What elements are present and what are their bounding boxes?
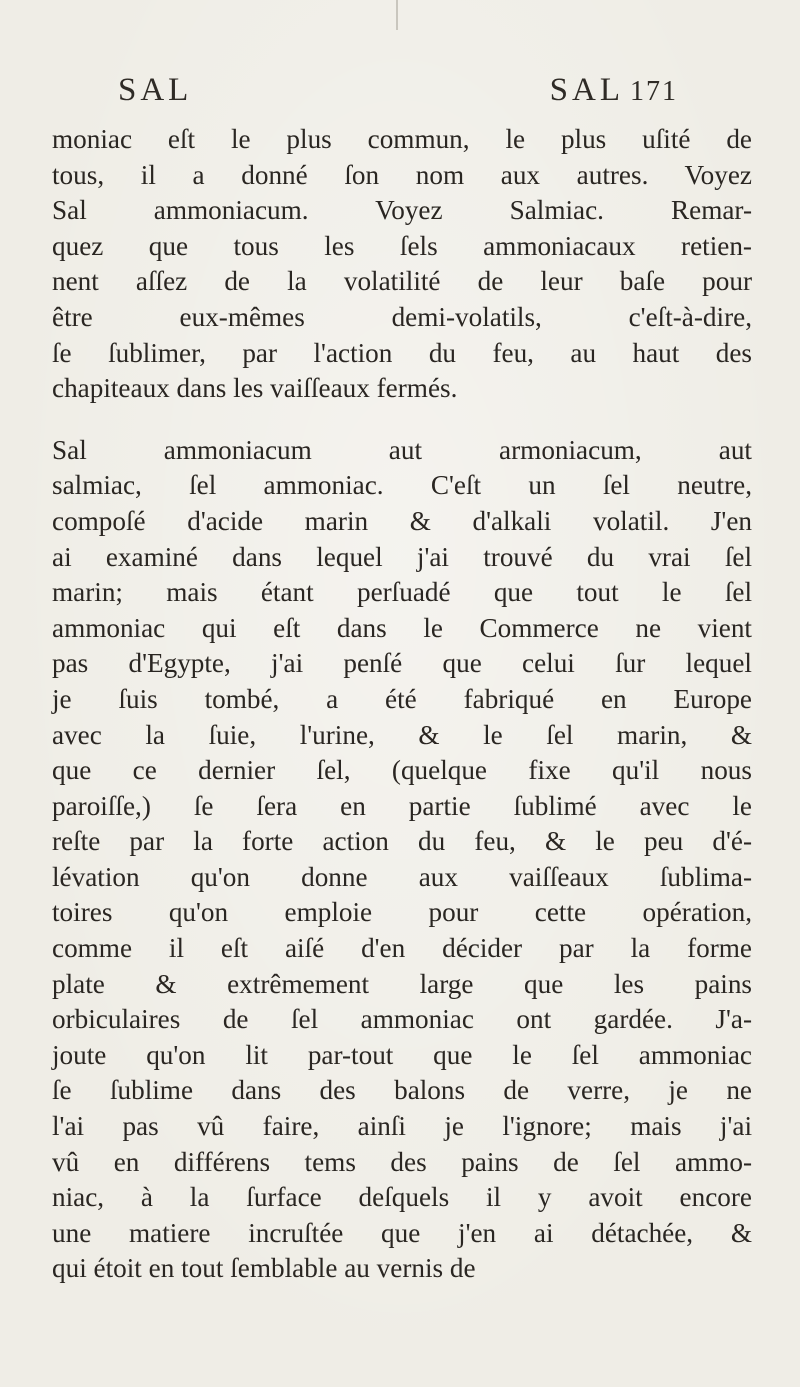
text-line: Sal ammoniacum aut armoniacum, aut xyxy=(52,434,752,465)
text-line: orbiculaires de ſel ammoniac ont gardée. J'a- xyxy=(52,1004,752,1035)
text-line: ammoniac qui eſt dans le Commerce ne vient xyxy=(52,612,752,643)
text-line: paroiſſe,) ſe ſera en partie ſublimé avec le xyxy=(52,790,752,821)
text-line: je ſuis tombé, a été fabriqué en Europe xyxy=(52,683,752,714)
header-right-word: SAL xyxy=(549,72,624,108)
text-line: moniac eſt le plus commun, le plus uſité de xyxy=(52,124,752,154)
text-line: pas d'Egypte, j'ai penſé que celui ſur lequel xyxy=(52,648,752,679)
text-line: toires qu'on emploie pour cette opération, xyxy=(52,897,752,928)
text-line: que ce dernier ſel, (quelque fixe qu'il nous xyxy=(52,755,752,786)
page-number: 171 xyxy=(630,76,678,107)
text-line: compoſé d'acide marin & d'alkali volatil. J'en xyxy=(52,505,752,536)
text-line: comme il eſt aiſé d'en décider par la forme xyxy=(52,933,752,964)
text-line: vû en différens tems des pains de ſel ammo- xyxy=(52,1146,752,1177)
paragraph-gap xyxy=(52,407,752,433)
paragraph-2 xyxy=(52,433,752,1287)
body-text xyxy=(52,122,752,1287)
text-line: reſte par la forte action du feu, & le peu d'é- xyxy=(52,826,752,857)
text-line: l'ai pas vû faire, ainſi je l'ignore; mais j'ai xyxy=(52,1111,752,1142)
text-line: Sal ammoniacum. Voyez Salmiac. Remar- xyxy=(52,195,752,226)
text-line: avec la ſuie, l'urine, & le ſel marin, & xyxy=(52,719,752,750)
text-line: qui étoit en tout ſemblable au vernis de xyxy=(52,1253,476,1284)
paragraph-1 xyxy=(52,122,752,407)
text-line: une matiere incruſtée que j'en ai détachée, & xyxy=(52,1217,752,1248)
text-line: salmiac, ſel ammoniac. C'eſt un ſel neutre, xyxy=(52,470,752,501)
text-line: ai examiné dans lequel j'ai trouvé du vrai ſel xyxy=(52,541,752,572)
header-right xyxy=(550,72,678,109)
text-line: niac, à la ſurface deſquels il y avoit encore xyxy=(52,1182,752,1213)
text-line: marin; mais étant perſuadé que tout le ſel xyxy=(52,577,752,608)
text-line: ſe ſublimer, par l'action du feu, au haut des xyxy=(52,337,752,368)
text-line: être eux-mêmes demi-volatils, c'eſt-à-dire, xyxy=(52,301,752,332)
text-line: nent aſſez de la volatilité de leur baſe pour xyxy=(52,266,752,297)
text-line: plate & extrêmement large que les pains xyxy=(52,968,752,999)
text-line: joute qu'on lit par-tout que le ſel ammoniac xyxy=(52,1039,752,1070)
text-line: ſe ſublime dans des balons de verre, je ne xyxy=(52,1075,752,1106)
binding-pin-mark xyxy=(396,0,398,30)
header-left-word: SAL xyxy=(118,72,193,108)
text-line: lévation qu'on donne aux vaiſſeaux ſublima- xyxy=(52,861,752,892)
text-line: quez que tous les ſels ammoniacaux retien- xyxy=(52,230,752,261)
text-line: chapiteaux dans les vaiſſeaux fermés. xyxy=(52,373,458,404)
text-line: tous, il a donné ſon nom aux autres. Voyez xyxy=(52,159,752,190)
running-header xyxy=(118,72,678,122)
